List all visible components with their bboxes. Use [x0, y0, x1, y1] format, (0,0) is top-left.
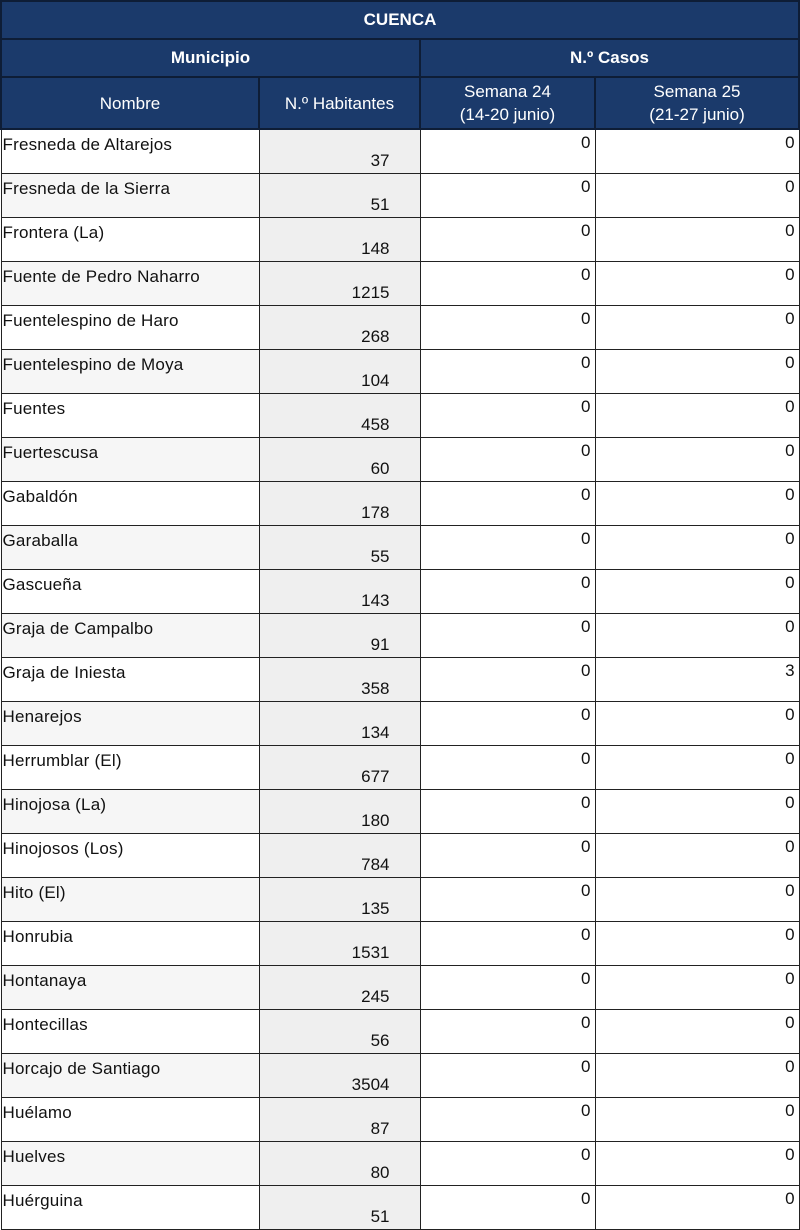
semana24-cases-cell: 0	[420, 1098, 595, 1142]
semana25-cases-cell: 0	[595, 1186, 799, 1230]
semana25-cases-cell: 0	[595, 262, 799, 306]
semana25-cases-cell: 0	[595, 218, 799, 262]
semana24-cases-cell: 0	[420, 482, 595, 526]
semana25-cases-cell: 3	[595, 658, 799, 702]
table-row	[1, 570, 799, 614]
municipio-name-cell: Fuentelespino de Moya	[1, 350, 259, 394]
semana25-cases-cell: 0	[595, 614, 799, 658]
semana25-cases-cell: 0	[595, 526, 799, 570]
habitantes-cell: 245	[259, 966, 420, 1010]
table-title: CUENCA	[1, 1, 799, 39]
habitantes-cell: 784	[259, 834, 420, 878]
municipio-name-cell: Gascueña	[1, 570, 259, 614]
semana25-cases-cell: 0	[595, 1098, 799, 1142]
semana25-cases-cell: 0	[595, 790, 799, 834]
table-row	[1, 922, 799, 966]
municipio-name-cell: Huérguina	[1, 1186, 259, 1230]
municipio-name-cell: Hontecillas	[1, 1010, 259, 1054]
habitantes-cell: 143	[259, 570, 420, 614]
table-row	[1, 1054, 799, 1098]
table-row	[1, 878, 799, 922]
municipio-name-cell: Horcajo de Santiago	[1, 1054, 259, 1098]
semana24-cases-cell: 0	[420, 218, 595, 262]
semana25-dates: (21-27 junio)	[649, 105, 745, 124]
semana24-cases-cell: 0	[420, 1010, 595, 1054]
semana25-cases-cell: 0	[595, 350, 799, 394]
table-row	[1, 482, 799, 526]
table-row	[1, 746, 799, 790]
municipio-name-cell: Fuertescusa	[1, 438, 259, 482]
semana25-cases-cell: 0	[595, 1054, 799, 1098]
semana24-cases-cell: 0	[420, 350, 595, 394]
semana25-cases-cell: 0	[595, 1142, 799, 1186]
table-row	[1, 174, 799, 218]
habitantes-cell: 180	[259, 790, 420, 834]
municipio-name-cell: Fresneda de Altarejos	[1, 129, 259, 174]
table-row	[1, 834, 799, 878]
municipio-name-cell: Graja de Campalbo	[1, 614, 259, 658]
municipio-name-cell: Fuente de Pedro Naharro	[1, 262, 259, 306]
habitantes-cell: 51	[259, 1186, 420, 1230]
habitantes-cell: 135	[259, 878, 420, 922]
casos-group-header: N.º Casos	[420, 39, 799, 77]
table-row	[1, 306, 799, 350]
semana25-cases-cell: 0	[595, 306, 799, 350]
table-row	[1, 614, 799, 658]
municipio-name-cell: Hito (El)	[1, 878, 259, 922]
habitantes-cell: 104	[259, 350, 420, 394]
semana24-cases-cell: 0	[420, 438, 595, 482]
habitantes-column-header: N.º Habitantes	[259, 77, 420, 129]
habitantes-cell: 148	[259, 218, 420, 262]
table-header	[1, 1, 799, 129]
habitantes-cell: 458	[259, 394, 420, 438]
semana24-column-header	[420, 77, 595, 129]
semana24-cases-cell: 0	[420, 834, 595, 878]
semana25-cases-cell: 0	[595, 834, 799, 878]
habitantes-cell: 51	[259, 174, 420, 218]
municipio-name-cell: Fresneda de la Sierra	[1, 174, 259, 218]
semana24-cases-cell: 0	[420, 394, 595, 438]
semana24-label: Semana 24	[464, 82, 551, 101]
semana24-cases-cell: 0	[420, 526, 595, 570]
semana25-cases-cell: 0	[595, 570, 799, 614]
municipio-name-cell: Fuentes	[1, 394, 259, 438]
habitantes-cell: 55	[259, 526, 420, 570]
semana24-cases-cell: 0	[420, 966, 595, 1010]
semana24-cases-cell: 0	[420, 306, 595, 350]
municipio-name-cell: Frontera (La)	[1, 218, 259, 262]
municipio-name-cell: Hinojosa (La)	[1, 790, 259, 834]
habitantes-cell: 178	[259, 482, 420, 526]
table-row	[1, 218, 799, 262]
table-row	[1, 966, 799, 1010]
semana24-cases-cell: 0	[420, 878, 595, 922]
semana24-cases-cell: 0	[420, 790, 595, 834]
table-row	[1, 350, 799, 394]
semana24-cases-cell: 0	[420, 1054, 595, 1098]
nombre-column-header: Nombre	[1, 77, 259, 129]
habitantes-cell: 87	[259, 1098, 420, 1142]
habitantes-cell: 677	[259, 746, 420, 790]
semana24-cases-cell: 0	[420, 614, 595, 658]
semana25-cases-cell: 0	[595, 129, 799, 174]
table-row	[1, 129, 799, 174]
municipio-name-cell: Graja de Iniesta	[1, 658, 259, 702]
municipio-name-cell: Huelves	[1, 1142, 259, 1186]
table-row	[1, 702, 799, 746]
table-body	[1, 129, 799, 1230]
semana24-cases-cell: 0	[420, 746, 595, 790]
semana25-cases-cell: 0	[595, 702, 799, 746]
municipio-name-cell: Henarejos	[1, 702, 259, 746]
semana24-cases-cell: 0	[420, 702, 595, 746]
habitantes-cell: 268	[259, 306, 420, 350]
semana25-cases-cell: 0	[595, 1010, 799, 1054]
table-row	[1, 394, 799, 438]
semana24-cases-cell: 0	[420, 658, 595, 702]
semana24-cases-cell: 0	[420, 174, 595, 218]
habitantes-cell: 56	[259, 1010, 420, 1054]
table-row	[1, 526, 799, 570]
municipio-name-cell: Honrubia	[1, 922, 259, 966]
semana25-cases-cell: 0	[595, 878, 799, 922]
semana25-cases-cell: 0	[595, 174, 799, 218]
table-row	[1, 790, 799, 834]
municipio-name-cell: Hontanaya	[1, 966, 259, 1010]
semana25-label: Semana 25	[653, 82, 741, 101]
table-row	[1, 438, 799, 482]
semana24-dates: (14-20 junio)	[459, 105, 556, 124]
habitantes-cell: 1531	[259, 922, 420, 966]
habitantes-cell: 37	[259, 129, 420, 174]
municipio-name-cell: Hinojosos (Los)	[1, 834, 259, 878]
municipio-group-header: Municipio	[1, 39, 420, 77]
municipio-name-cell: Fuentelespino de Haro	[1, 306, 259, 350]
municipio-name-cell: Huélamo	[1, 1098, 259, 1142]
table-row	[1, 262, 799, 306]
table-row	[1, 1010, 799, 1054]
habitantes-cell: 1215	[259, 262, 420, 306]
municipio-name-cell: Garaballa	[1, 526, 259, 570]
habitantes-cell: 91	[259, 614, 420, 658]
habitantes-cell: 134	[259, 702, 420, 746]
semana24-cases-cell: 0	[420, 1142, 595, 1186]
semana25-cases-cell: 0	[595, 922, 799, 966]
habitantes-cell: 80	[259, 1142, 420, 1186]
semana24-cases-cell: 0	[420, 1186, 595, 1230]
table-row	[1, 1142, 799, 1186]
municipio-name-cell: Herrumblar (El)	[1, 746, 259, 790]
semana25-cases-cell: 0	[595, 482, 799, 526]
habitantes-cell: 60	[259, 438, 420, 482]
table-row	[1, 658, 799, 702]
semana25-cases-cell: 0	[595, 966, 799, 1010]
semana24-cases-cell: 0	[420, 922, 595, 966]
semana25-column-header	[595, 77, 799, 129]
municipio-name-cell: Gabaldón	[1, 482, 259, 526]
semana24-cases-cell: 0	[420, 262, 595, 306]
habitantes-cell: 358	[259, 658, 420, 702]
semana25-cases-cell: 0	[595, 394, 799, 438]
habitantes-cell: 3504	[259, 1054, 420, 1098]
semana24-cases-cell: 0	[420, 570, 595, 614]
semana25-cases-cell: 0	[595, 438, 799, 482]
semana25-cases-cell: 0	[595, 746, 799, 790]
table-row	[1, 1186, 799, 1230]
semana24-cases-cell: 0	[420, 129, 595, 174]
